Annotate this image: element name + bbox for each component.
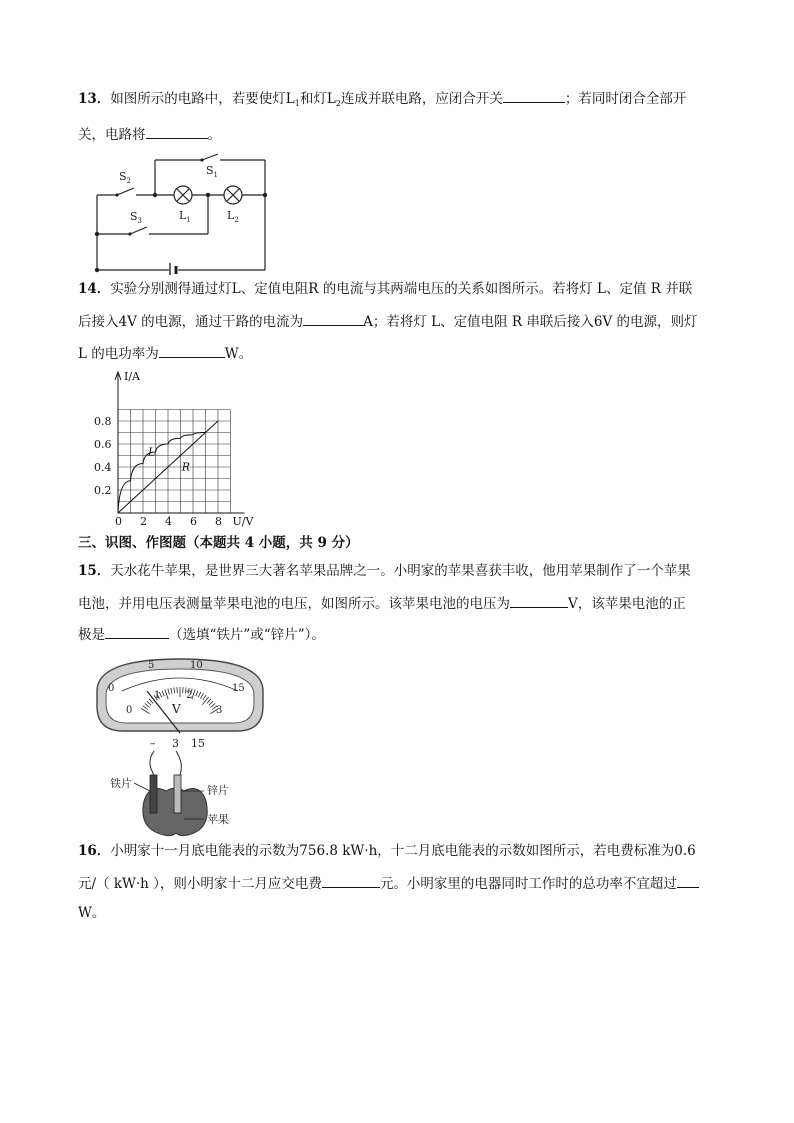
y-tick-label: 0.8 — [94, 415, 112, 428]
apple-label: 苹果 — [207, 813, 229, 826]
answer-blank[interactable] — [503, 87, 565, 103]
svg-text:S1: $S_1$ — [206, 164, 219, 179]
svg-text:S2: $S_2$ — [119, 170, 132, 185]
q14-line1: 14．实验分别测得通过灯L、定值电阻R 的电流与其两端电压的关系如图所示。若将灯 L、定值 R 并联 — [78, 281, 693, 297]
bottom-scale-label: 2 — [186, 690, 193, 701]
q16-number: 16． — [78, 843, 111, 859]
answer-blank[interactable] — [510, 592, 568, 608]
x-tick-label: 0 — [115, 515, 122, 528]
top-scale-label: 15 — [232, 683, 245, 694]
q16-line1: 16．小明家十一月底电能表的示数为756.8 kW·h，十二月底电能表的示数如图所示，若电费标准为0.6 — [78, 843, 696, 859]
svg-text:L2: $L_2$ — [227, 209, 239, 224]
iu-chart — [88, 366, 273, 528]
answer-blank[interactable] — [303, 310, 363, 326]
x-tick-label: 8 — [215, 515, 222, 528]
answer-blank[interactable] — [146, 123, 208, 139]
terminal-15: 15 — [191, 737, 205, 750]
svg-text:L1: $L_1$ — [179, 209, 191, 224]
bottom-scale-label: 0 — [126, 705, 133, 716]
series-label-R: R — [181, 460, 191, 474]
x-tick-label: 4 — [165, 515, 172, 528]
q14-line2: 后接入4V 的电源，通过干路的电流为 A；若将灯 L、定值电阻 R 串联后接入6V 的电源，则灯 — [78, 310, 698, 332]
circuit-diagram — [90, 150, 275, 275]
bottom-scale-label: 3 — [216, 705, 223, 716]
top-scale-label: 0 — [108, 683, 115, 694]
x-axis-label: U/V — [232, 515, 254, 528]
q15-line1: 15．天水花牛苹果，是世界三大著名苹果品牌之一。小明家的苹果喜获丰收，他用苹果制作了一个苹果 — [78, 563, 691, 579]
answer-blank[interactable] — [159, 342, 225, 358]
zinc-label: 锌片 — [207, 784, 229, 797]
q16-line2: 元/（ kW·h ），则小明家十二月应交电费 元。小明家里的电器同时工作时的总功率不宜超过 — [78, 872, 699, 894]
q15-number: 15． — [78, 563, 111, 579]
y-axis-label: I/A — [124, 370, 140, 383]
top-scale-label: 5 — [148, 660, 155, 671]
q16-line3: W。 — [78, 905, 106, 921]
top-scale-label: 10 — [190, 660, 203, 671]
svg-text:S3: $S_3$ — [130, 210, 143, 225]
q15-line2: 电池，并用电压表测量苹果电池的电压，如图所示。该苹果电池的电压为 V，该苹果电池的正 — [78, 592, 686, 614]
q15-line3: 极是 （选填“铁片”或“锌片”）。 — [78, 623, 325, 645]
y-tick-label: 0.4 — [94, 461, 112, 474]
iron-label: 铁片 — [110, 777, 132, 790]
voltmeter-apple-figure — [92, 651, 272, 841]
y-tick-label: 0.2 — [94, 484, 112, 497]
meter-symbol: V — [172, 702, 181, 716]
section-title: 三、识图、作图题（本题共 4 小题，共 9 分） — [78, 535, 359, 551]
series-label-L: L — [148, 445, 156, 459]
terminal-minus: – — [150, 737, 156, 750]
x-tick-label: 2 — [140, 515, 147, 528]
q13-line1: 13．如图所示的电路中，若要使灯$L_1$和灯$L_2$连成并联电路，应闭合开关 ；若同时闭合全部开 — [78, 87, 686, 114]
answer-blank[interactable] — [322, 872, 380, 888]
q13-line2: 关，电路将 。 — [78, 123, 221, 145]
q14-line3: L 的电功率为 W。 — [78, 342, 252, 364]
x-tick-label: 6 — [190, 515, 197, 528]
q14-number: 14． — [78, 281, 111, 297]
q13-number: 13． — [78, 91, 111, 107]
bottom-scale-label: 1 — [154, 690, 161, 701]
answer-blank[interactable] — [105, 623, 169, 639]
answer-blank[interactable] — [677, 872, 699, 888]
terminal-3: 3 — [172, 737, 179, 750]
y-tick-label: 0.6 — [94, 438, 112, 451]
